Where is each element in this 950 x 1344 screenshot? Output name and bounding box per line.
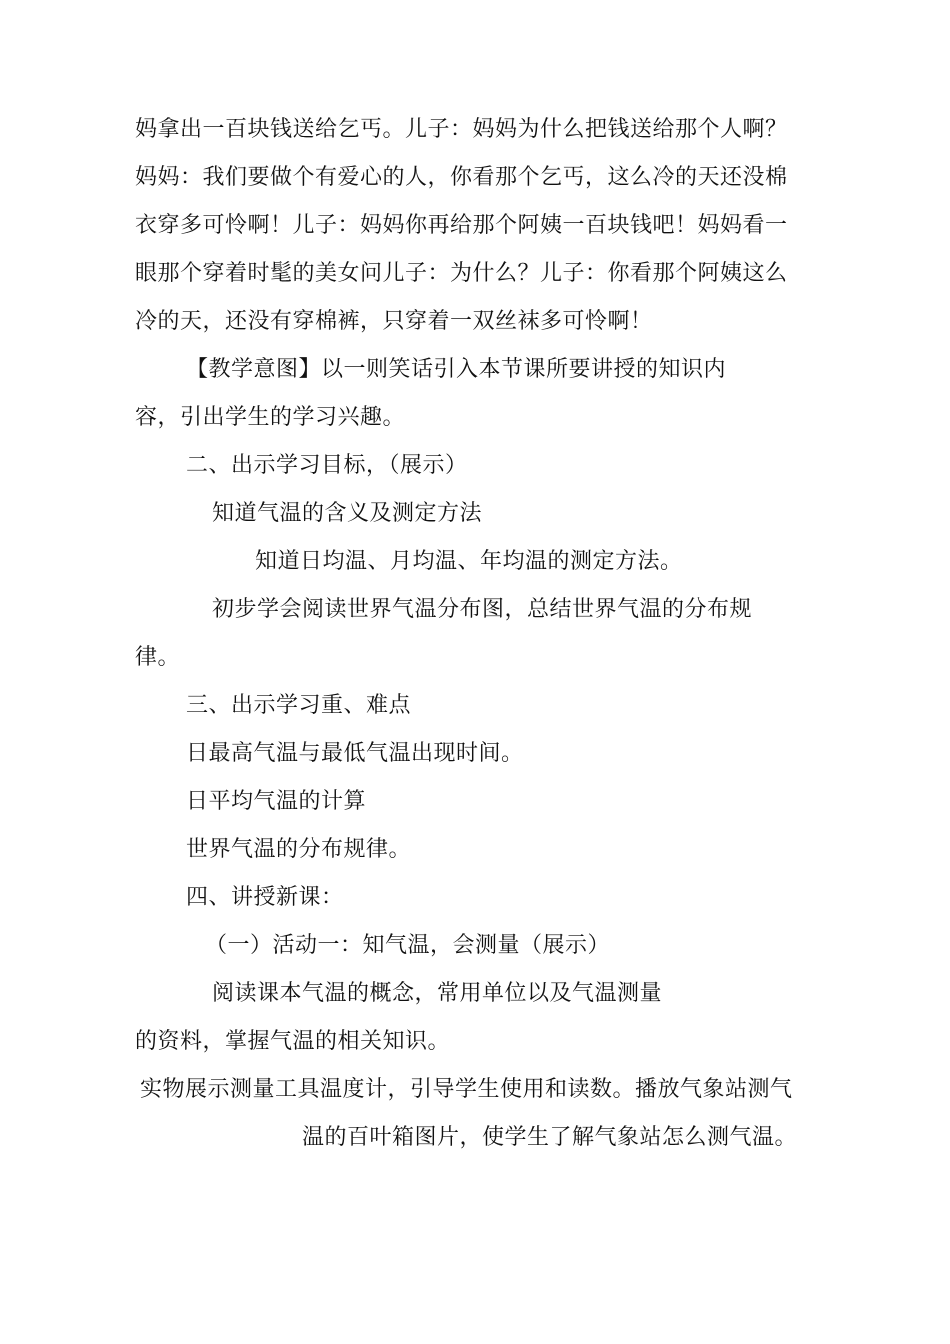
goal-item-2: 知道日均温、月均温、年均温的测定方法。: [255, 549, 683, 574]
key-point-3: 世界气温的分布规律。: [186, 837, 412, 862]
text-line-4: 眼那个穿着时髦的美女问儿子：为什么？儿子：你看那个阿姨这么: [135, 261, 788, 286]
goal-item-1: 知道气温的含义及测定方法: [212, 501, 483, 526]
section-heading-goals: 二、出示学习目标，（展示）: [186, 453, 468, 478]
goal-item-3-continued: 律。: [135, 645, 181, 670]
section-heading-new-lesson: 四、讲授新课：: [186, 885, 344, 910]
text-line-2: 妈妈：我们要做个有爱心的人，你看那个乞丐，这么冷的天还没棉: [135, 165, 788, 190]
activity-text-line-3: 实物展示测量工具温度计，引导学生使用和读数。播放气象站测气: [140, 1077, 793, 1102]
text-line-3: 衣穿多可怜啊！儿子：妈妈你再给那个阿姨一百块钱吧！妈妈看一: [135, 213, 788, 238]
activity-text-line-2: 的资料，掌握气温的相关知识。: [135, 1029, 451, 1054]
section-heading-key-points: 三、出示学习重、难点: [186, 693, 412, 718]
goal-item-3: 初步学会阅读世界气温分布图，总结世界气温的分布规: [212, 597, 753, 622]
teaching-intent-line-2: 容，引出学生的学习兴趣。: [135, 405, 406, 430]
key-point-2: 日平均气温的计算: [186, 789, 367, 814]
activity-text-line-1: 阅读课本气温的概念，常用单位以及气温测量: [212, 981, 663, 1006]
text-line-1: 妈拿出一百块钱送给乞丐。儿子：妈妈为什么把钱送给那个人啊？: [135, 117, 788, 142]
activity-heading: （一）活动一：知气温，会测量（展示）: [205, 933, 611, 958]
teaching-intent-line-1: 【教学意图】以一则笑话引入本节课所要讲授的知识内: [186, 357, 727, 382]
key-point-1: 日最高气温与最低气温出现时间。: [186, 741, 524, 766]
text-line-5: 冷的天，还没有穿棉裤，只穿着一双丝袜多可怜啊！: [135, 309, 653, 334]
activity-text-line-4: 温的百叶箱图片，使学生了解气象站怎么测气温。: [302, 1125, 798, 1150]
